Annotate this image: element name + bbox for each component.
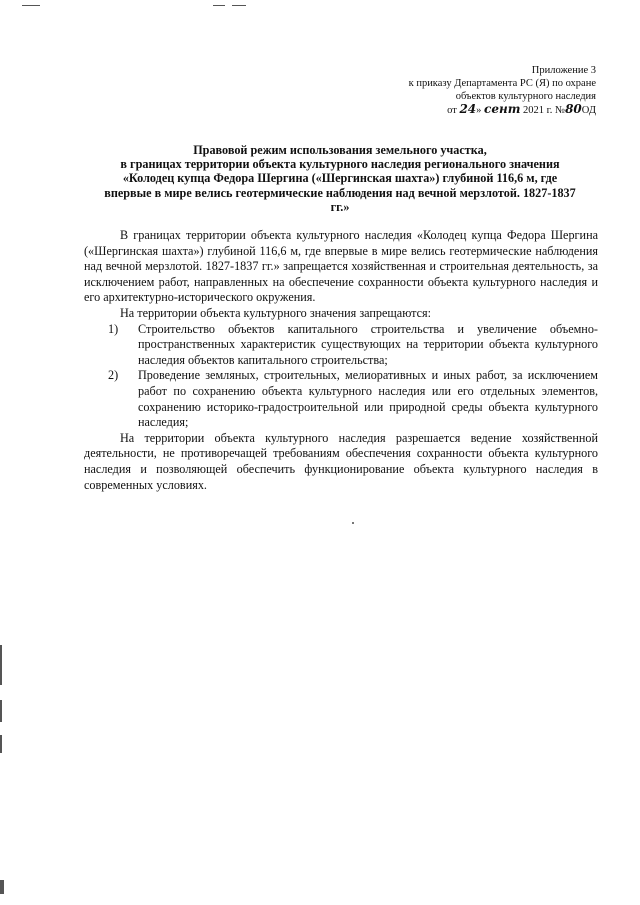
title-line: Правовой режим использования земельного участка, — [193, 143, 487, 157]
scan-artifact-top — [232, 5, 246, 6]
title-line: впервые в мире велись геотермические наблюдения над вечной мерзлотой. 1827-1837 — [104, 185, 576, 200]
date-year: 2021 г. № — [523, 105, 566, 116]
list-item — [84, 368, 598, 430]
order-suffix: ОД — [581, 105, 596, 116]
title-line: «Колодец купца Федора Шергина («Шергинская шахта») глубиной 116,6 м, где — [122, 171, 558, 186]
list-item — [84, 322, 598, 369]
list-item-text: Строительство объектов капитального строительства и увеличение объемно-пространственных характеристик существующих на территории объекта культурного наследия объектов капитального строительства; — [138, 321, 598, 367]
scan-artifact-top — [22, 5, 40, 6]
date-day: 24 — [459, 102, 477, 116]
list-item-text: Проведение земляных, строительных, мелиоративных и иных работ, за исключением работ по сохранению объекта культурного наследия или его отдельных элементов, сохранению историко-градостроительной или природной среды объекта культурного наследия; — [138, 368, 598, 430]
document-title — [80, 143, 600, 214]
scan-artifact-top — [213, 5, 225, 6]
date-prefix: от — [447, 105, 457, 116]
title-line: гг.» — [330, 199, 350, 214]
scan-artifact-left-edge — [0, 645, 2, 685]
appendix-title: Приложение 3 — [531, 65, 596, 76]
date-month: сент — [484, 102, 521, 116]
scan-artifact-left-edge — [0, 735, 2, 753]
appendix-department-line: объектов культурного наследия — [455, 91, 596, 102]
appendix-header — [336, 64, 596, 117]
document-body — [84, 228, 598, 493]
list-item-number: 2) — [108, 368, 119, 383]
scan-artifact-left-edge — [0, 700, 2, 722]
paragraph-prohibitions-intro: На территории объекта культурного значения запрещаются: — [120, 305, 432, 320]
appendix-date-line: от 24» сент 2021 г. №80ОД — [447, 102, 596, 116]
title-line: в границах территории объекта культурного наследия регионального значения — [120, 157, 560, 172]
scan-artifact-left-edge — [0, 880, 4, 894]
order-number: 80 — [565, 102, 582, 116]
speck-mark — [352, 522, 354, 524]
prohibitions-list — [84, 322, 598, 431]
appendix-order-line: к приказу Департамента РС (Я) по охране — [408, 78, 596, 89]
paragraph-boundaries: В границах территории объекта культурного наследия «Колодец купца Федора Шергина («Шергинская шахта») глубиной 116,6 м, где впервые в мире велись геотермические наблюдения над вечной мерзлотой. 1827-1837 гг.» запрещается хозяйственная и строительная деятельность, за исключением работ, направленных на обеспечение сохранности объекта культурного наследия и его архитектурно-исторического окружения. — [84, 228, 598, 305]
list-item-number: 1) — [108, 321, 119, 336]
paragraph-permitted-activity: На территории объекта культурного наследия разрешается ведение хозяйственной деятельности, не противоречащей требованиям обеспечения сохранности объекта культурного наследия и позволяющей обеспечить функционирование объекта культурного наследия в современных условиях. — [84, 430, 598, 492]
